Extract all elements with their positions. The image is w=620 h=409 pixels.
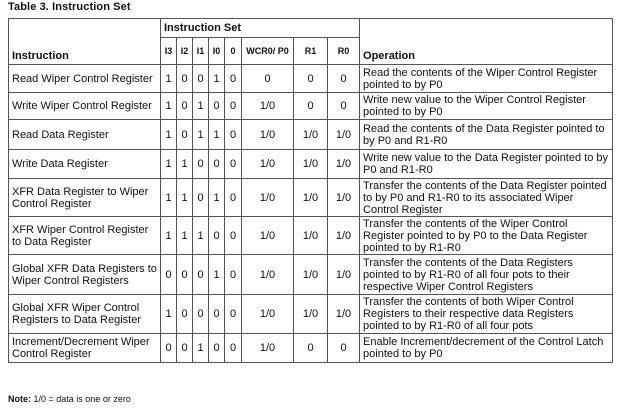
operation-cell: Write new value to the Data Register pointed to by P0 and R1-R0 <box>360 150 613 179</box>
table-title: Table 3. Instruction Set <box>8 1 131 13</box>
bit-cell: 0 <box>209 217 225 255</box>
bit-cell: 1 <box>209 255 225 295</box>
bit-cell: 1/0 <box>242 93 294 120</box>
bit-cell: 0 <box>193 255 209 295</box>
instruction-cell: Increment/Decrement Wiper Control Register <box>9 334 161 363</box>
bit-cell: 0 <box>177 255 193 295</box>
bit-cell: 1/0 <box>328 295 360 334</box>
bit-cell: 0 <box>193 150 209 179</box>
bit-cell: 0 <box>294 334 328 363</box>
operation-cell: Transfer the contents of the Data Register pointed to by P0 and R1-R0 to its associated Wiper Control Register <box>360 179 613 217</box>
bit-cell: 0 <box>328 93 360 120</box>
operation-cell: Transfer the contents of the Wiper Control Register pointed to by P0 to the Data Register pointed to by R1-R0 <box>360 217 613 255</box>
bit-cell: 0 <box>209 334 225 363</box>
bit-cell: 0 <box>225 179 242 217</box>
bit-cell: 1 <box>209 65 225 93</box>
header-operation: Operation <box>360 19 613 65</box>
bit-cell: 0 <box>225 150 242 179</box>
bit-cell: 1 <box>161 150 177 179</box>
bit-cell: 1 <box>209 120 225 150</box>
table-row <box>9 179 613 217</box>
bit-cell: 1/0 <box>242 217 294 255</box>
note-label: Note: <box>8 394 31 404</box>
bit-cell: 1 <box>177 217 193 255</box>
instruction-cell: XFR Wiper Control Register to Data Register <box>9 217 161 255</box>
bit-cell: 1/0 <box>242 179 294 217</box>
bit-cell: 0 <box>177 334 193 363</box>
header-bit-r0: R0 <box>328 38 360 65</box>
bit-cell: 1 <box>193 217 209 255</box>
operation-cell: Read the contents of the Wiper Control Register pointed to by P0 <box>360 65 613 93</box>
bit-cell: 0 <box>225 120 242 150</box>
table-row <box>9 93 613 120</box>
instruction-cell: Global XFR Data Registers to Wiper Control Registers <box>9 255 161 295</box>
bit-cell: 1 <box>193 334 209 363</box>
bit-cell: 1 <box>209 179 225 217</box>
header-bit-i1: I1 <box>193 38 209 65</box>
bit-cell: 1 <box>161 65 177 93</box>
bit-cell: 1/0 <box>242 120 294 150</box>
header-instruction-set: Instruction Set <box>161 19 360 38</box>
bit-cell: 0 <box>177 120 193 150</box>
bit-cell: 1/0 <box>242 255 294 295</box>
bit-cell: 0 <box>294 65 328 93</box>
bit-cell: 0 <box>225 65 242 93</box>
operation-cell: Transfer the contents of both Wiper Control Registers to their respective data Registers pointed to by R1-R0 of all four pots <box>360 295 613 334</box>
table-row <box>9 255 613 295</box>
bit-cell: 0 <box>209 93 225 120</box>
bit-cell: 1/0 <box>294 217 328 255</box>
table-row <box>9 295 613 334</box>
instruction-set-table <box>8 18 613 363</box>
bit-cell: 0 <box>193 65 209 93</box>
bit-cell: 1/0 <box>242 295 294 334</box>
bit-cell: 1/0 <box>294 150 328 179</box>
bit-cell: 1 <box>193 120 209 150</box>
note-text: 1/0 = data is one or zero <box>33 394 131 404</box>
bit-cell: 1 <box>161 295 177 334</box>
header-bit-zero: 0 <box>225 38 242 65</box>
table-row <box>9 217 613 255</box>
bit-cell: 0 <box>328 334 360 363</box>
bit-cell: 1 <box>161 120 177 150</box>
header-bit-wcr0-p0: WCR0/ P0 <box>242 38 294 65</box>
instruction-cell: Write Wiper Control Register <box>9 93 161 120</box>
bit-cell: 0 <box>242 65 294 93</box>
bit-cell: 0 <box>193 295 209 334</box>
bit-cell: 1 <box>193 93 209 120</box>
table-row <box>9 334 613 363</box>
header-bit-i3: I3 <box>161 38 177 65</box>
bit-cell: 1/0 <box>294 255 328 295</box>
instruction-cell: Read Data Register <box>9 120 161 150</box>
operation-cell: Transfer the contents of the Data Registers pointed to by R1-R0 of all four pots to their respective Wiper Control Registers <box>360 255 613 295</box>
header-row-1 <box>9 19 613 38</box>
instruction-cell: Write Data Register <box>9 150 161 179</box>
table-row <box>9 65 613 93</box>
operation-cell: Enable Increment/decrement of the Control Latch pointed to by P0 <box>360 334 613 363</box>
bit-cell: 1/0 <box>294 179 328 217</box>
bit-cell: 1 <box>161 217 177 255</box>
header-bit-r1: R1 <box>294 38 328 65</box>
operation-cell: Read the contents of the Data Register pointed to by P0 and R1-R0 <box>360 120 613 150</box>
bit-cell: 1/0 <box>242 334 294 363</box>
bit-cell: 1 <box>161 93 177 120</box>
bit-cell: 0 <box>225 93 242 120</box>
bit-cell: 1/0 <box>328 217 360 255</box>
bit-cell: 1/0 <box>294 295 328 334</box>
bit-cell: 0 <box>328 65 360 93</box>
bit-cell: 1/0 <box>328 179 360 217</box>
bit-cell: 1/0 <box>294 120 328 150</box>
bit-cell: 0 <box>209 295 225 334</box>
header-bit-i2: I2 <box>177 38 193 65</box>
table-row <box>9 120 613 150</box>
bit-cell: 0 <box>225 295 242 334</box>
table-row <box>9 150 613 179</box>
header-bit-i0: I0 <box>209 38 225 65</box>
instruction-cell: Read Wiper Control Register <box>9 65 161 93</box>
bit-cell: 0 <box>193 179 209 217</box>
bit-cell: 1/0 <box>328 150 360 179</box>
instruction-cell: Global XFR Wiper Control Registers to Data Register <box>9 295 161 334</box>
instruction-cell: XFR Data Register to Wiper Control Register <box>9 179 161 217</box>
bit-cell: 1 <box>177 150 193 179</box>
operation-cell: Write new value to the Wiper Control Register pointed to by P0 <box>360 93 613 120</box>
bit-cell: 0 <box>177 93 193 120</box>
bit-cell: 0 <box>177 65 193 93</box>
bit-cell: 1 <box>177 179 193 217</box>
bit-cell: 0 <box>225 334 242 363</box>
bit-cell: 0 <box>225 255 242 295</box>
bit-cell: 0 <box>177 295 193 334</box>
bit-cell: 1/0 <box>328 255 360 295</box>
bit-cell: 0 <box>161 334 177 363</box>
bit-cell: 0 <box>209 150 225 179</box>
bit-cell: 0 <box>225 217 242 255</box>
bit-cell: 1/0 <box>242 150 294 179</box>
bit-cell: 0 <box>294 93 328 120</box>
bit-cell: 1/0 <box>328 120 360 150</box>
bit-cell: 1 <box>161 179 177 217</box>
header-instruction: Instruction <box>9 19 161 65</box>
table-note <box>8 394 131 404</box>
bit-cell: 0 <box>161 255 177 295</box>
